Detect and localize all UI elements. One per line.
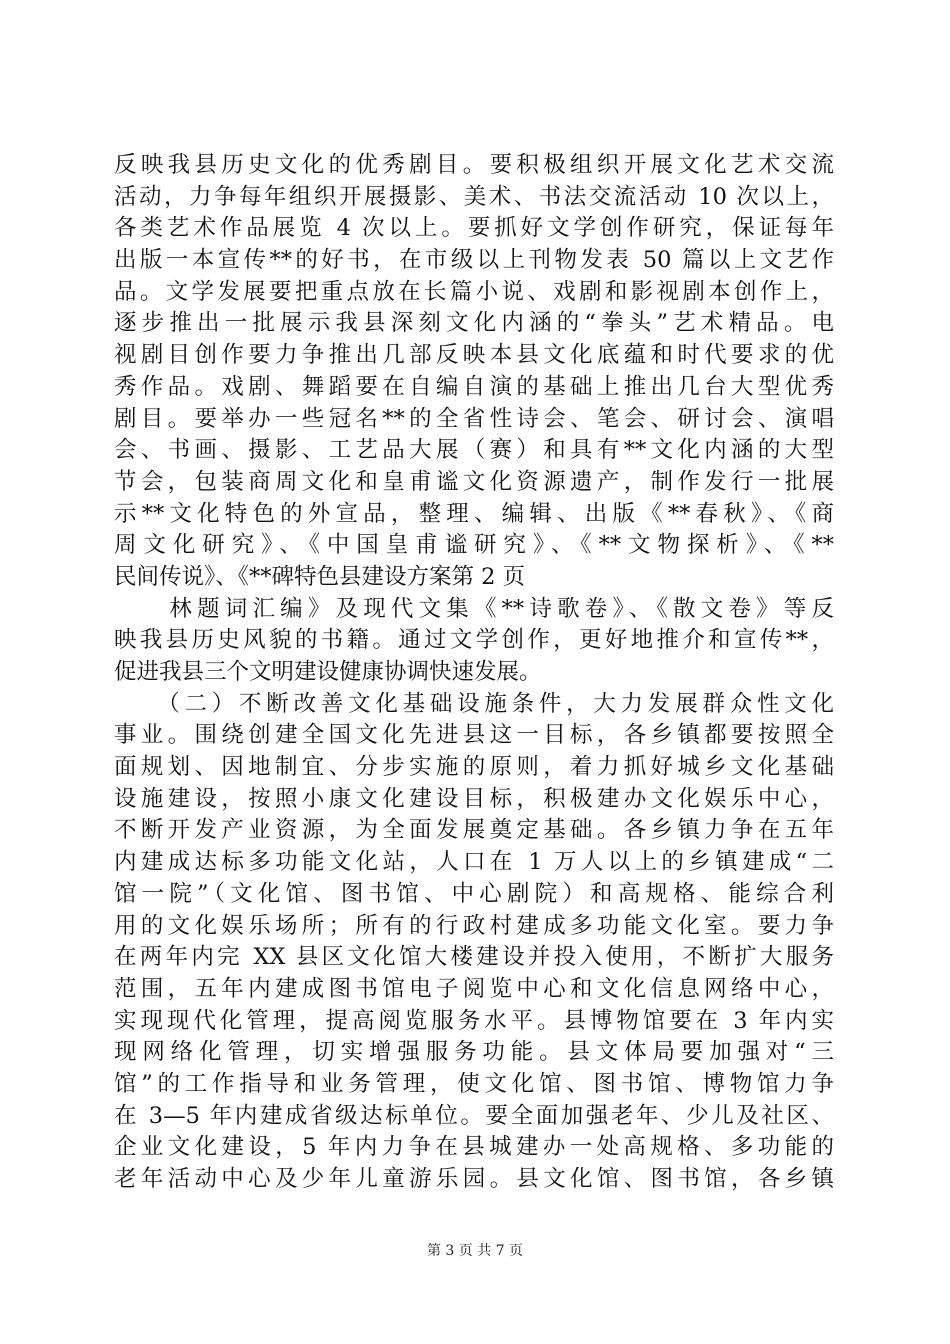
text-line: 现网络化管理，切实增强服务功能。县文体局要加强对“三 xyxy=(114,1039,834,1066)
text-line: 面规划、因地制宜、分步实施的原则，着力抓好城乡文化基础 xyxy=(114,754,834,781)
text-line: （二）不断改善文化基础设施条件，大力发展群众性文化 xyxy=(114,690,834,717)
text-line: 品。文学发展要把重点放在长篇小说、戏剧和影视剧本创作上， xyxy=(114,278,834,305)
text-line: 逐步推出一批展示我县深刻文化内涵的“拳头”艺术精品。电 xyxy=(114,310,834,337)
text-line: 范围，五年内建成图书馆电子阅览中心和文化信息网络中心， xyxy=(114,975,834,1002)
text-line: 促进我县三个文明建设健康协调快速发展。 xyxy=(114,659,542,685)
text-line: 馆”的工作指导和业务管理，使文化馆、图书馆、博物馆力争 xyxy=(114,1070,834,1097)
text-line: 周文化研究》、《中国皇甫谧研究》、《**文物探析》、《** xyxy=(114,532,834,559)
text-line: 节会，包装商周文化和皇甫谧文化资源遗产，制作发行一批展 xyxy=(114,468,834,495)
text-line: 林题词汇编》及现代文集《**诗歌卷》、《散文卷》等反 xyxy=(114,595,834,622)
text-line: 会、书画、摄影、工艺品大展（赛）和具有**文化内涵的大型 xyxy=(114,437,834,464)
text-line: 活动，力争每年组织开展摄影、美术、书法交流活动 10 次以上， xyxy=(114,183,834,210)
text-line: 老年活动中心及少年儿童游乐园。县文化馆、图书馆，各乡镇 xyxy=(114,1166,834,1192)
text-line: 各类艺术作品展览 4 次以上。要抓好文学创作研究，保证每年 xyxy=(114,215,834,242)
text-line: 出版一本宣传**的好书，在市级以上刊物发表 50 篇以上文艺作 xyxy=(114,247,834,274)
text-line: 视剧目创作要力争推出几部反映本县文化底蕴和时代要求的优 xyxy=(114,342,834,369)
text-line: 在 3—5 年内建成省级达标单位。要全面加强老年、少儿及社区、 xyxy=(114,1102,834,1129)
text-line: 在两年内完 XX 县区文化馆大楼建设并投入使用，不断扩大服务 xyxy=(114,944,834,971)
text-line: 馆一院”（文化馆、图书馆、中心剧院）和高规格、能综合利 xyxy=(114,880,834,907)
text-line: 用的文化娱乐场所；所有的行政村建成多功能文化室。要力争 xyxy=(114,912,834,939)
text-line: 反映我县历史文化的优秀剧目。要积极组织开展文化艺术交流 xyxy=(114,152,834,178)
text-line: 映我县历史风貌的书籍。通过文学创作，更好地推介和宣传**， xyxy=(114,627,834,654)
text-line: 企业文化建设，5 年内力争在县城建办一处高规格、多功能的 xyxy=(114,1134,834,1161)
page-footer: 第 3 页 共 7 页 xyxy=(426,1243,524,1259)
text-line: 实现现代化管理，提高阅览服务水平。县博物馆要在 3 年内实 xyxy=(114,1007,834,1034)
text-line: 内建成达标多功能文化站，人口在 1 万人以上的乡镇建成“二 xyxy=(114,849,834,876)
text-line: 不断开发产业资源，为全面发展奠定基础。各乡镇力争在五年 xyxy=(114,817,834,844)
text-line: 设施建设，按照小康文化建设目标，积极建办文化娱乐中心， xyxy=(114,785,834,812)
text-line: 示**文化特色的外宣品，整理、编辑、出版《**春秋》、《商 xyxy=(114,500,834,527)
text-line: 事业。围绕创建全国文化先进县这一目标，各乡镇都要按照全 xyxy=(114,722,834,749)
document-body xyxy=(114,150,834,1196)
text-line: 秀作品。戏剧、舞蹈要在自编自演的基础上推出几台大型优秀 xyxy=(114,373,834,400)
text-line: 民间传说》、《**碑特色县建设方案第 2 页 xyxy=(114,563,526,590)
text-line: 剧目。要举办一些冠名**的全省性诗会、笔会、研讨会、演唱 xyxy=(114,405,834,432)
